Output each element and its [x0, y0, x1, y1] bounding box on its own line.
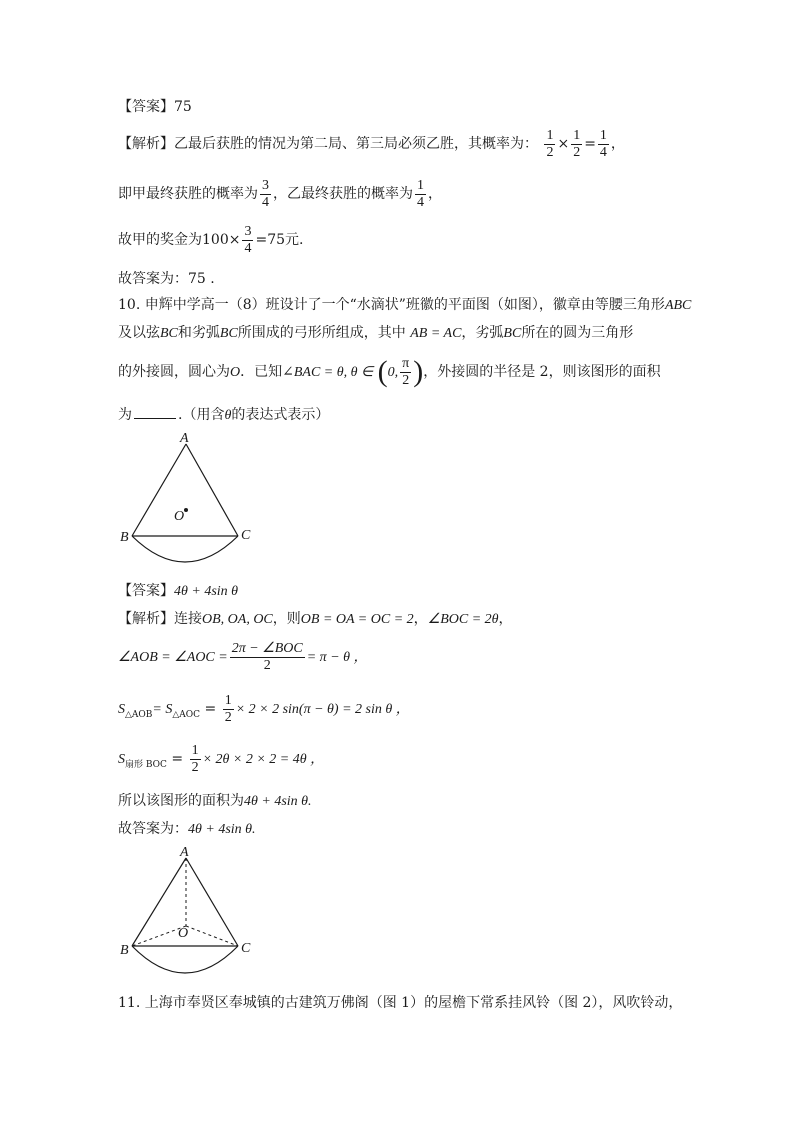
- q10-final: 故答案为：4θ + 4sin θ.: [118, 821, 256, 837]
- analysis-text: 乙最后获胜的情况为第二局、第三局必须乙胜，其概率为：: [174, 136, 538, 152]
- fraction: $\frac{1}{4}$: [599, 127, 607, 160]
- q9-final: 故答案为：75 .: [118, 271, 215, 287]
- number: 100: [202, 232, 229, 248]
- label-c: C: [241, 528, 251, 543]
- fraction: $\frac{1}{2}$: [546, 127, 554, 160]
- center-point: [184, 508, 188, 512]
- q10-line1: [118, 294, 691, 314]
- figure-2-water-drop-with-center: [118, 842, 268, 992]
- answer-value: 75: [174, 99, 192, 115]
- text: 10. 申辉中学高一（8）班设计了一个“水滴状”班徽的平面图（如图），徽章由等腰三角形: [118, 297, 665, 313]
- side-ac: [186, 444, 238, 536]
- analysis-label: 【解析】: [118, 136, 174, 152]
- fraction: $\frac{1}{4}$: [417, 177, 424, 210]
- segment-oc: [186, 926, 238, 946]
- q10-analysis-5: 所以该图形的面积为4θ + 4sin θ.: [118, 793, 312, 809]
- label-o: O: [178, 926, 189, 941]
- q11-line1: 11. 上海市奉贤区奉城镇的古建筑万佛阁（图 1）的屋檐下常系挂风铃（图 2），风吹铃动，: [118, 995, 683, 1011]
- label-b: B: [120, 530, 129, 545]
- arc-bc: [132, 946, 238, 973]
- answer-label: 【答案】: [118, 99, 174, 115]
- label-c: C: [241, 941, 251, 956]
- text: =75元.: [255, 232, 304, 248]
- var: ABC: [664, 298, 692, 313]
- q10-line4: 为 .（用含θ的表达式表示）: [118, 407, 330, 423]
- label-a: A: [180, 431, 189, 446]
- fraction: $\frac{\pi}{2}$: [402, 355, 410, 388]
- label-a: A: [180, 845, 189, 860]
- q9-analysis-line1: 【解析】乙最后获胜的情况为第二局、第三局必须乙胜，其概率为： $\frac{1}{2}$ × $\frac{1}{2}$ = $\frac{1}{4}$ ，: [118, 127, 625, 160]
- label-b: B: [120, 943, 129, 958]
- text: ，乙最终获胜的概率为: [273, 186, 413, 202]
- text: 即甲最终获胜的概率为: [118, 186, 258, 202]
- q9-analysis-line3: 故甲的奖金为100× $\frac{3}{4}$ =75元.: [118, 223, 304, 256]
- fraction: $\frac{1}{2}$: [224, 692, 232, 725]
- fraction: $\frac{\text{2π − ∠BOC}}{2}$: [231, 640, 303, 673]
- fraction: $\frac{1}{2}$: [191, 742, 199, 775]
- fraction: $\frac{3}{4}$: [262, 177, 269, 210]
- q9-analysis-line2: 即甲最终获胜的概率为 $\frac{3}{4}$ ，乙最终获胜的概率为 $\frac{1}{4}$ ，: [118, 177, 442, 210]
- q9-answer: [118, 96, 192, 116]
- fraction: $\frac{3}{4}$: [244, 223, 252, 256]
- q10-answer: 【答案】4θ + 4sin θ: [118, 583, 239, 599]
- fraction: $\frac{1}{2}$: [573, 127, 581, 160]
- figure-1-water-drop: [118, 428, 268, 578]
- q10-analysis-1: 【解析】连接OB, OA, OC，则OB = OA = OC = 2，∠BOC = 2θ，: [118, 611, 513, 627]
- label-o: O: [174, 509, 185, 524]
- q10-analysis-2: ∠AOB = ∠AOC = $\frac{\text{2π − ∠BOC}}{2}$ = π − θ ，: [118, 640, 368, 673]
- q10-line2: 及以弦BC和劣弧BC所围成的弓形所组成，其中 AB = AC，劣弧BC所在的圆为三角形: [118, 325, 634, 341]
- arc-bc: [132, 536, 238, 562]
- side-ac: [186, 858, 238, 946]
- answer-blank: [134, 406, 176, 419]
- q10-analysis-4: $S_{扇形 BOC}$ = $\frac{1}{2}$ × 2θ × 2 × 2 = 4θ ，: [118, 742, 325, 775]
- q10-analysis-3: $S_{\triangle AOB}= S_{\triangle AOC}$ = $\frac{1}{2}$ × 2 × 2 sin(π − θ) = 2 sin θ ，: [118, 692, 410, 725]
- q10-line3: 的外接圆，圆心为O．已知∠BAC = θ, θ ∈ (0, $\frac{\pi}{2}$ )，外接圆的半径是 2，则该图形的面积: [118, 355, 661, 388]
- text: 故甲的奖金为: [118, 232, 202, 248]
